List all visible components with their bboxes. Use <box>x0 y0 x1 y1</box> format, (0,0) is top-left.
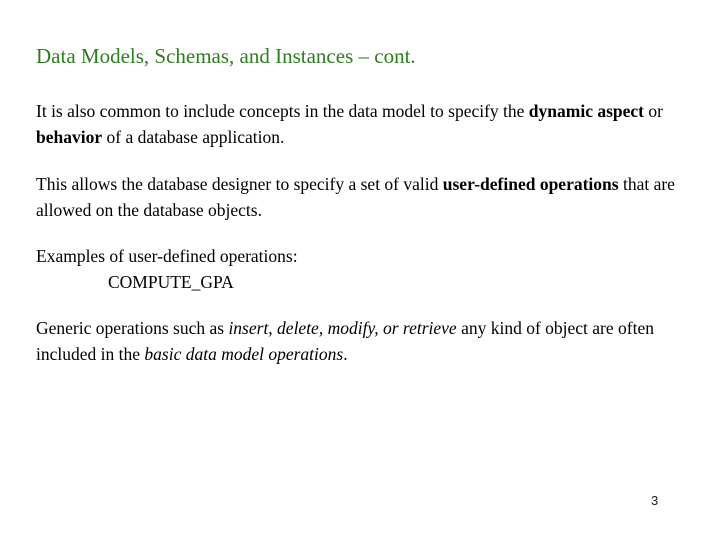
paragraph-text: It is also common to include concepts in the data model to specify the <box>36 101 529 121</box>
example-operation: COMPUTE_GPA <box>108 272 234 292</box>
paragraph-dynamic-aspect <box>36 98 686 150</box>
emphasis-dynamic-aspect: dynamic aspect <box>528 101 644 121</box>
paragraph-text: any kind of object are often included in the <box>36 318 654 364</box>
italic-operation-list: insert, delete, modify, or retrieve <box>228 318 457 338</box>
paragraph-text: . <box>343 344 348 364</box>
paragraph-text: This allows the database designer to specify a set of valid <box>36 174 443 194</box>
paragraph-text: of a database application. <box>102 127 285 147</box>
paragraph-generic-operations <box>36 315 686 367</box>
emphasis-behavior: behavior <box>36 127 103 147</box>
slide-title: Data Models, Schemas, and Instances – cont. <box>36 44 416 68</box>
paragraph-text: that are allowed on the database objects. <box>36 174 675 220</box>
paragraph-text: or <box>644 101 663 121</box>
emphasis-user-defined-operations: user-defined operations <box>442 174 619 194</box>
italic-basic-operations: basic data model operations <box>144 344 344 364</box>
paragraph-text: Examples of user-defined operations: <box>36 246 298 266</box>
paragraph-user-defined-operations <box>36 171 686 223</box>
paragraph-examples <box>36 243 686 295</box>
slide-number: 3 <box>651 493 659 508</box>
paragraph-text: Generic operations such as <box>36 318 229 338</box>
